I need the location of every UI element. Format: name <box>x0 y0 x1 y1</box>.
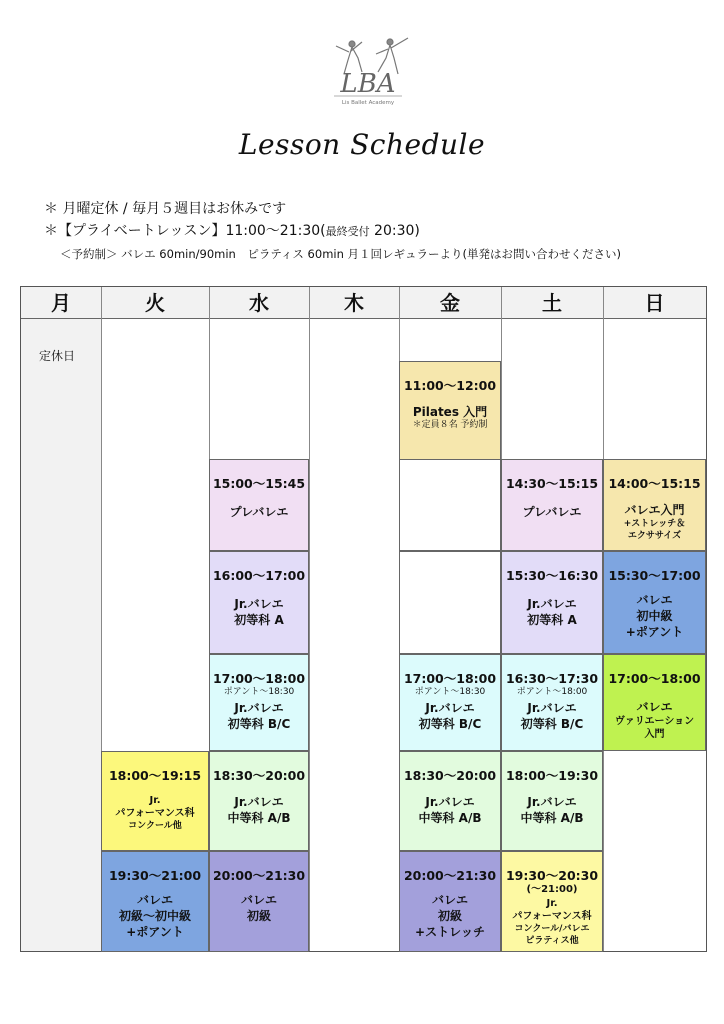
day-header-sun: 日 <box>603 287 706 319</box>
class-name: プレバレエ <box>522 505 582 519</box>
class-name: バレエ 初中級 +ポアント <box>625 593 684 639</box>
class-wed-jr-bc[interactable] <box>209 654 309 751</box>
class-fri-jr-mid[interactable] <box>399 751 501 851</box>
day-header-tue: 火 <box>101 287 209 319</box>
class-sat-jr-a[interactable] <box>501 551 603 654</box>
class-sat-jr-bc[interactable] <box>501 654 603 751</box>
class-time: 14:30〜15:15 <box>505 476 599 491</box>
day-header-mon: 月 <box>21 287 101 319</box>
class-name: バレエ <box>636 700 673 714</box>
class-name: Jr.バレエ 中等科 A/B <box>520 795 584 825</box>
class-time: 18:00〜19:15 <box>108 768 202 783</box>
class-name: バレエ 初級 +ストレッチ <box>415 893 485 939</box>
class-name: Jr.バレエ 初等科 B/C <box>227 701 291 731</box>
class-time: 15:30〜16:30 <box>505 568 599 583</box>
col-divider <box>309 287 310 951</box>
class-wed-jr-mid[interactable] <box>209 751 309 851</box>
class-time: 16:00〜17:00 <box>212 568 306 583</box>
class-time: 17:00〜18:00 <box>608 671 701 686</box>
class-time: 16:30〜17:30 <box>505 671 599 686</box>
class-time: 20:00〜21:30 <box>212 868 306 883</box>
class-wed-jr-a[interactable] <box>209 551 309 654</box>
schedule-table <box>20 286 707 952</box>
class-name: Jr.バレエ 中等科 A/B <box>227 795 291 825</box>
class-time: 18:30〜20:00 <box>403 768 497 783</box>
class-tue-performance[interactable] <box>101 751 209 851</box>
class-wed-prebal[interactable] <box>209 459 309 551</box>
class-note: コンクール他 <box>128 821 182 831</box>
class-name: Jr. パフォーマンス科 <box>115 795 195 819</box>
class-time: 18:30〜20:00 <box>212 768 306 783</box>
class-name: Jr.バレエ 初等科 A <box>234 597 284 627</box>
class-name: バレエ 初級 <box>240 893 277 923</box>
day-header-wed: 水 <box>209 287 309 319</box>
class-name: Jr.バレエ 初等科 A <box>527 597 577 627</box>
class-name: Pilates 入門 <box>412 405 488 419</box>
class-time: 11:00〜12:00 <box>403 378 497 393</box>
class-time: 18:00〜19:30 <box>505 768 599 783</box>
class-name: Jr.バレエ 中等科 A/B <box>418 795 482 825</box>
class-sub: ポアント〜18:30 <box>414 687 486 697</box>
day-header-thu: 木 <box>309 287 399 319</box>
class-time: 14:00〜15:15 <box>608 476 701 491</box>
logo-subtitle: Lis Ballet Academy <box>341 100 395 106</box>
day-header-fri: 金 <box>399 287 501 319</box>
day-header-sat: 土 <box>501 287 603 319</box>
note-reservation: ＜予約制＞ バレエ 60min/90min ピラティス 60min 月１回レギュラーより(単発はお問い合わせください) <box>60 247 622 261</box>
class-name: Jr.バレエ 初等科 B/C <box>520 701 584 731</box>
class-sat-prebal[interactable] <box>501 459 603 551</box>
class-wed-beginner[interactable] <box>209 851 309 952</box>
class-sat-performance[interactable] <box>501 851 603 952</box>
class-sub: ポアント〜18:00 <box>516 687 588 697</box>
empty-cell <box>399 459 501 551</box>
note-closed-days: ＊ 月曜定休 / 毎月５週目はお休みです <box>44 201 287 217</box>
class-time: 15:30〜17:00 <box>608 568 701 583</box>
class-time: 20:00〜21:30 <box>403 868 497 883</box>
notes <box>44 198 621 265</box>
class-tue-adult[interactable] <box>101 851 209 952</box>
class-time: 19:30〜21:00 <box>108 868 202 883</box>
class-time: 19:30〜20:30 <box>505 868 599 883</box>
class-sub: (〜21:00) <box>526 884 578 895</box>
class-time: 15:00〜15:45 <box>212 476 306 491</box>
class-fri-pilates[interactable] <box>399 361 501 460</box>
class-name: Jr.バレエ 初等科 B/C <box>418 701 482 731</box>
class-note: ＊定員８名 予約制 <box>412 420 488 430</box>
empty-cell <box>399 551 501 654</box>
monday-column <box>21 319 101 951</box>
class-name: バレエ 初級〜初中級 +ポアント <box>118 893 191 939</box>
class-sub: ポアント〜18:30 <box>223 687 295 697</box>
class-name: Jr. パフォーマンス科 <box>512 898 592 922</box>
class-name: バレエ入門 <box>624 503 685 517</box>
class-note: ヴァリエーション 入門 <box>614 716 695 740</box>
class-fri-jr-bc[interactable] <box>399 654 501 751</box>
class-name: プレバレエ <box>229 505 289 519</box>
note-private-lessons: ＊【プライベートレッスン】11:00〜21:30(最終受付 20:30) <box>44 223 420 239</box>
logo-mark: LBA <box>340 69 396 99</box>
lba-logo <box>318 34 418 114</box>
class-fri-beginner[interactable] <box>399 851 501 952</box>
class-sun-variation[interactable] <box>603 654 706 751</box>
class-sun-intro[interactable] <box>603 459 706 551</box>
class-time: 17:00〜18:00 <box>403 671 497 686</box>
page-title: Lesson Schedule <box>238 128 486 161</box>
closed-day-label: 定休日 <box>39 349 76 363</box>
class-note: コンクール/バレエ ピラティス他 <box>514 924 590 946</box>
class-sat-jr-mid[interactable] <box>501 751 603 851</box>
class-sun-inter[interactable] <box>603 551 706 654</box>
class-note: +ストレッチ＆ エクササイズ <box>623 519 686 541</box>
class-time: 17:00〜18:00 <box>212 671 306 686</box>
